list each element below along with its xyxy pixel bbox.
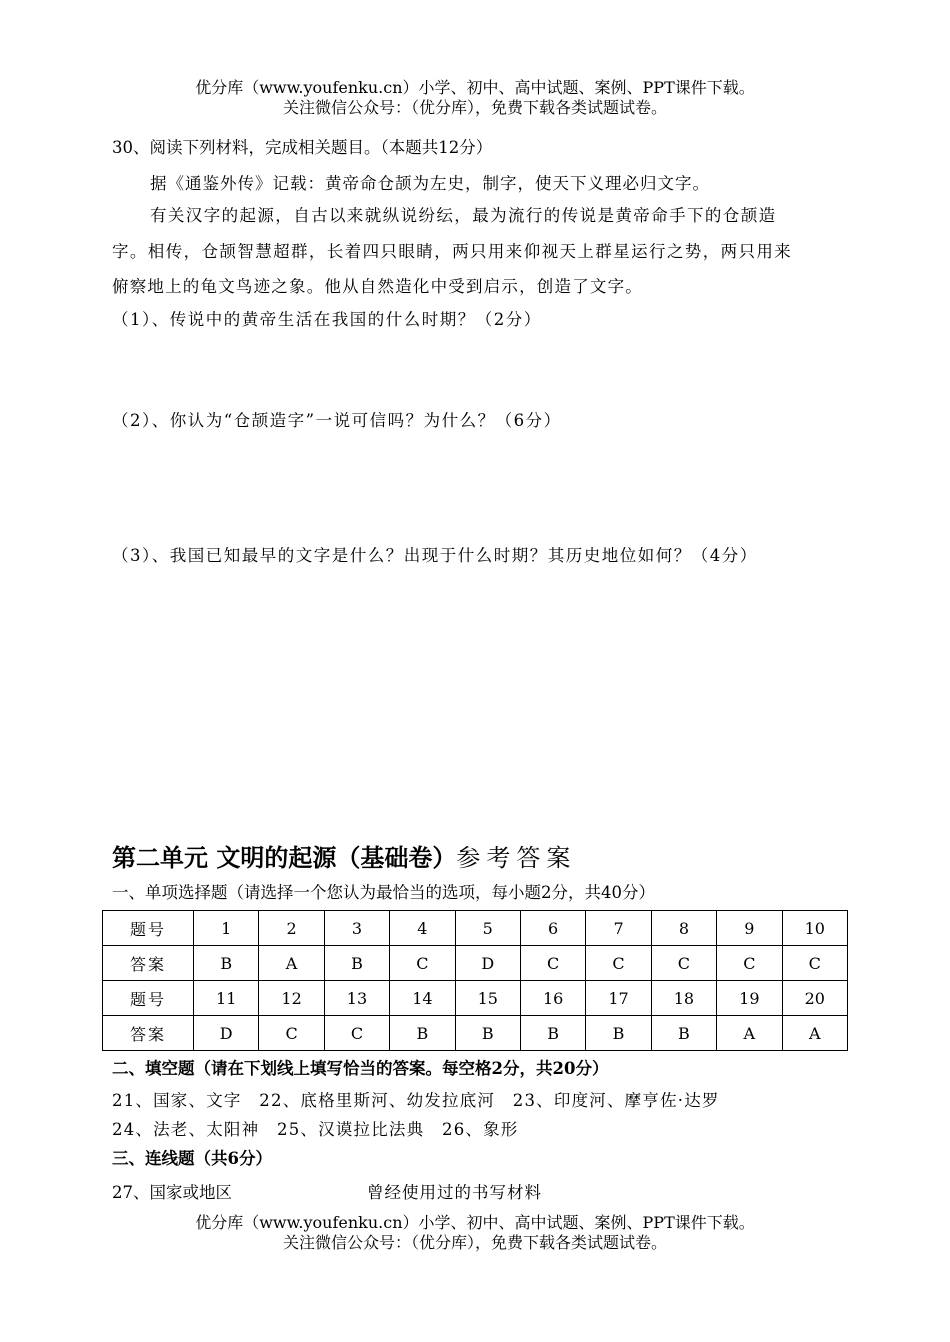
table-cell: 17 <box>586 981 651 1016</box>
table-cell: C <box>259 1016 324 1051</box>
page-footer-line1: 优分库（www.youfenku.cn）小学、初中、高中试题、案例、PPT课件下载。 <box>195 1213 755 1232</box>
page-footer-line2: 关注微信公众号：（优分库），免费下载各类试题试卷。 <box>282 1233 667 1252</box>
table-cell: C <box>586 946 651 981</box>
table-cell: 18 <box>651 981 716 1016</box>
section-2-heading: 二、填空题（请在下划线上填写恰当的答案。每空格2分，共20分） <box>112 1059 609 1078</box>
sub-question-1: （1）、传说中的黄帝生活在我国的什么时期？（2分） <box>112 310 542 329</box>
table-cell: 6 <box>520 911 585 946</box>
answer-key-title-ref: 参考答案 <box>456 844 577 872</box>
table-cell: 12 <box>259 981 324 1016</box>
table-cell: A <box>782 1016 847 1051</box>
table-row <box>103 1016 848 1051</box>
table-cell: C <box>717 946 782 981</box>
table-cell: B <box>194 946 259 981</box>
table-row <box>103 981 848 1016</box>
section-3-heading: 三、连线题（共6分） <box>112 1149 272 1168</box>
question-27-left-label: 27、国家或地区 <box>112 1183 232 1202</box>
table-cell: 19 <box>717 981 782 1016</box>
answer-table <box>102 910 848 1051</box>
table-cell: B <box>651 1016 716 1051</box>
table-cell: 3 <box>324 911 389 946</box>
table-cell: C <box>782 946 847 981</box>
answer-key-title-main: 第二单元 文明的起源（基础卷） <box>112 843 457 872</box>
table-cell: B <box>586 1016 651 1051</box>
table-cell: A <box>717 1016 782 1051</box>
fill-answers-line-1: 21、国家、文字 22、底格里斯河、幼发拉底河 23、印度河、摩亨佐·达罗 <box>112 1091 720 1110</box>
table-row <box>103 946 848 981</box>
material-2-line-3: 俯察地上的龟文鸟迹之象。他从自然造化中受到启示，创造了文字。 <box>112 277 643 296</box>
page-header-line2: 关注微信公众号：（优分库），免费下载各类试题试卷。 <box>282 98 667 117</box>
table-cell: 7 <box>586 911 651 946</box>
answer-key-title <box>112 838 576 873</box>
question-30-heading: 30、阅读下列材料，完成相关题目。（本题共12分） <box>112 138 493 157</box>
table-cell: B <box>520 1016 585 1051</box>
table-cell: 14 <box>390 981 455 1016</box>
table-cell: B <box>324 946 389 981</box>
table-cell: C <box>390 946 455 981</box>
section-1-heading: 一、单项选择题（请选择一个您认为最恰当的选项，每小题2分，共40分） <box>112 883 655 902</box>
question-27-right-label: 曾经使用过的书写材料 <box>367 1183 542 1202</box>
table-cell: C <box>324 1016 389 1051</box>
row-label: 题号 <box>103 981 194 1016</box>
material-1: 据《通鉴外传》记载：黄帝命仓颉为左史，制字，使天下义理必归文字。 <box>150 174 710 193</box>
page-header-line1: 优分库（www.youfenku.cn）小学、初中、高中试题、案例、PPT课件下载。 <box>195 78 755 97</box>
material-2-line-2: 字。相传，仓颉智慧超群，长着四只眼睛，两只用来仰视天上群星运行之势，两只用来 <box>112 242 793 261</box>
material-2-line-1: 有关汉字的起源，自古以来就纵说纷纭，最为流行的传说是黄帝命手下的仓颉造 <box>150 206 777 225</box>
table-cell: C <box>651 946 716 981</box>
table-cell: 4 <box>390 911 455 946</box>
table-cell: 11 <box>194 981 259 1016</box>
table-cell: 15 <box>455 981 520 1016</box>
table-cell: 20 <box>782 981 847 1016</box>
table-cell: 16 <box>520 981 585 1016</box>
fill-answers-line-2: 24、法老、太阳神 25、汉谟拉比法典 26、象形 <box>112 1120 519 1139</box>
table-cell: D <box>455 946 520 981</box>
table-cell: 10 <box>782 911 847 946</box>
table-row <box>103 911 848 946</box>
table-cell: 2 <box>259 911 324 946</box>
table-cell: B <box>390 1016 455 1051</box>
sub-question-3: （3）、我国已知最早的文字是什么？出现于什么时期？其历史地位如何？（4分） <box>112 546 758 565</box>
sub-question-2: （2）、你认为“仓颉造字”一说可信吗？为什么？（6分） <box>112 411 562 430</box>
table-cell: 9 <box>717 911 782 946</box>
table-cell: B <box>455 1016 520 1051</box>
table-cell: 1 <box>194 911 259 946</box>
table-cell: C <box>520 946 585 981</box>
table-cell: 8 <box>651 911 716 946</box>
table-cell: D <box>194 1016 259 1051</box>
row-label: 答案 <box>103 946 194 981</box>
table-cell: 13 <box>324 981 389 1016</box>
row-label: 答案 <box>103 1016 194 1051</box>
row-label: 题号 <box>103 911 194 946</box>
table-cell: 5 <box>455 911 520 946</box>
table-cell: A <box>259 946 324 981</box>
